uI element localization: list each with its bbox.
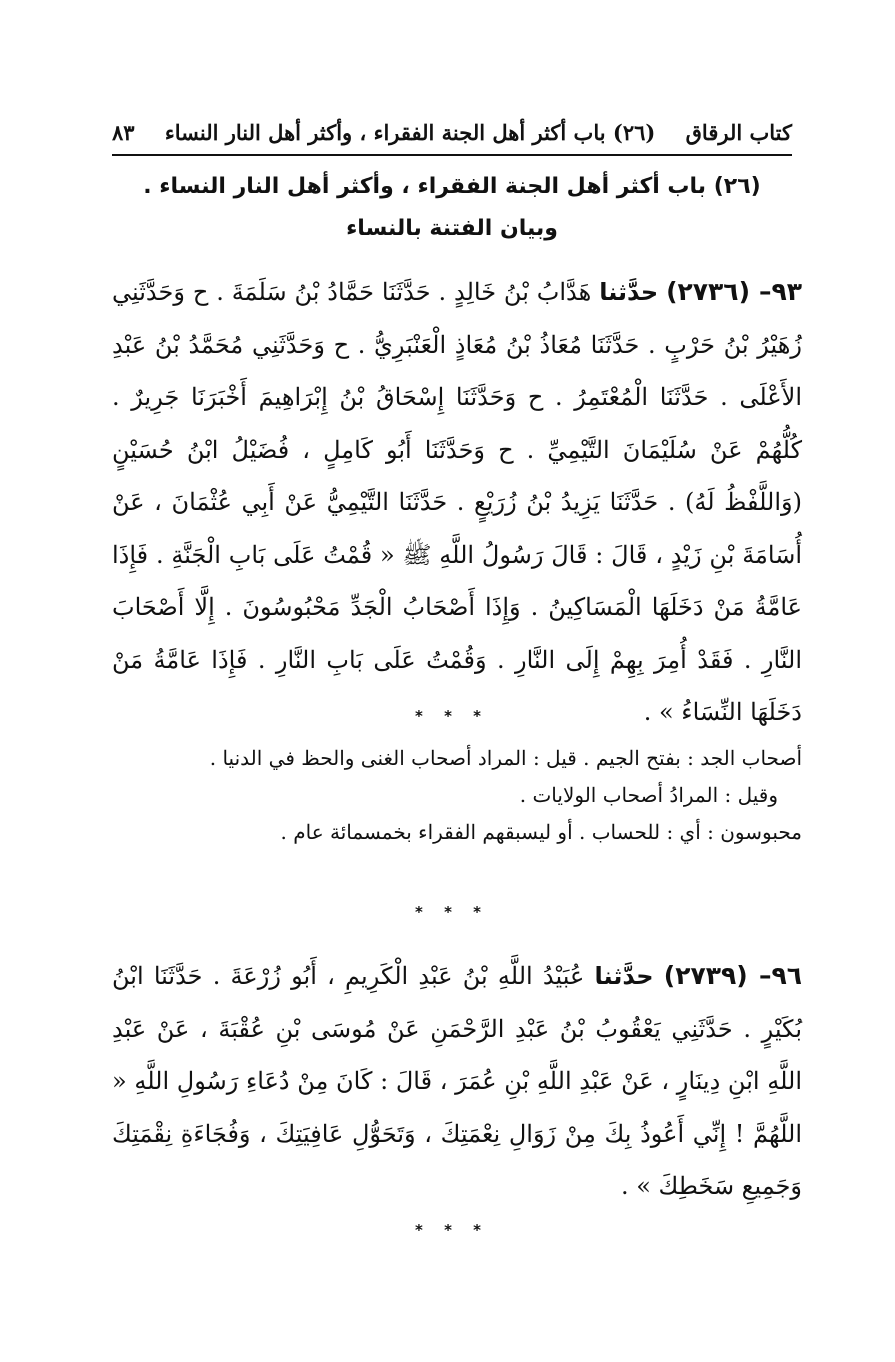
running-header	[112, 112, 792, 152]
hadith-paragraph	[112, 266, 802, 739]
chapter-heading: (٢٦) باب أكثر أهل الجنة الفقراء ، وأكثر أهل النار النساء . وبيان الفتنة بالنساء	[143, 174, 761, 241]
note-line: أصحاب الجد : بفتح الجيم . قيل : المراد أصحاب الغنى والحظ في الدنيا .	[209, 746, 802, 770]
hadith-number: ٩٣– (٢٧٣٦)	[666, 277, 802, 306]
header-rule	[112, 154, 792, 156]
header-chapter-title: (٢٦) باب أكثر أهل الجنة الفقراء ، وأكثر أهل النار النساء	[164, 119, 656, 145]
header-book-title: كتاب الرقاق	[685, 119, 792, 145]
hadith-number: ٩٦– (٢٧٣٩)	[663, 961, 802, 990]
section-separator: * * *	[415, 1221, 489, 1239]
note-line: وقيل : المرادُ أصحاب الولايات .	[519, 783, 778, 807]
page-number: ٨٣	[112, 119, 135, 145]
hadith-lead-word: حدَّثنا	[599, 278, 659, 306]
hadith-paragraph	[112, 950, 802, 1213]
section-separator: * * *	[415, 707, 489, 725]
note-line: محبوسون : أي : للحساب . أو ليسبقهم الفقراء بخمسمائة عام .	[280, 820, 802, 844]
explanatory-notes	[112, 740, 802, 851]
hadith-text: عُبَيْدُ اللَّهِ بْنُ عَبْدِ الْكَرِيمِ ، أَبُو زُرْعَةَ . حَدَّثَنَا ابْنُ بُكَيْرٍ . حَدَّثَنِي يَعْقُوبُ بْنُ عَبْدِ الرَّحْمَنِ عَنْ مُوسَى بْنِ عُقْبَةَ ، عَنْ عَبْدِ اللَّهِ ابْنِ دِينَارٍ ، عَنْ عَبْدِ اللَّهِ بْنِ عُمَرَ ، قَالَ : كَانَ مِنْ دُعَاءِ رَسُولِ اللَّهِ « اللَّهُمَّ ! إِنِّي أَعُوذُ بِكَ مِنْ زَوَالِ نِعْمَتِكَ ، وَتَحَوُّلِ عَافِيَتِكَ ، وَفُجَاءَةِ نِقْمَتِكَ وَجَمِيعِ سَخَطِكَ » .	[112, 962, 802, 1200]
hadith-text: هَدَّابُ بْنُ خَالِدٍ . حَدَّثَنَا حَمَّادُ بْنُ سَلَمَةَ . ح وَحَدَّثَنِي زُهَيْرُ بْنُ حَرْبٍ . حَدَّثَنَا مُعَاذُ بْنُ مُعَاذٍ الْعَنْبَرِيُّ . ح وَحَدَّثَنِي مُحَمَّدُ بْنُ عَبْدِ الأَعْلَى . حَدَّثَنَا الْمُعْتَمِرُ . ح وَحَدَّثَنَا إِسْحَاقُ بْنُ إِبْرَاهِيمَ أَخْبَرَنَا جَرِيرٌ . كُلُّهُمْ عَنْ سُلَيْمَانَ التَّيْمِيِّ . ح وَحَدَّثَنَا أَبُو كَامِلٍ ، فُضَيْلُ ابْنُ حُسَيْنٍ (وَاللَّفْظُ لَهُ) . حَدَّثَنَا يَزِيدُ بْنُ زُرَيْعٍ . حَدَّثَنَا التَّيْمِيُّ عَنْ أَبِي عُثْمَانَ ، عَنْ أُسَامَةَ بْنِ زَيْدٍ ، قَالَ : قَالَ رَسُولُ اللَّهِ ﷺ « قُمْتُ عَلَى بَابِ الْجَنَّةِ . فَإِذَا عَامَّةُ مَنْ دَخَلَهَا الْمَسَاكِينُ . وَإِذَا أَصْحَابُ الْجَدِّ مَحْبُوسُونَ . إِلَّا أَصْحَابَ النَّارِ . فَقَدْ أُمِرَ بِهِمْ إِلَى النَّارِ . وَقُمْتُ عَلَى بَابِ النَّارِ . فَإِذَا عَامَّةُ مَنْ دَخَلَهَا النِّسَاءُ » .	[112, 278, 802, 726]
section-separator: * * *	[415, 903, 489, 921]
hadith-lead-word: حدَّثنا	[594, 962, 654, 990]
